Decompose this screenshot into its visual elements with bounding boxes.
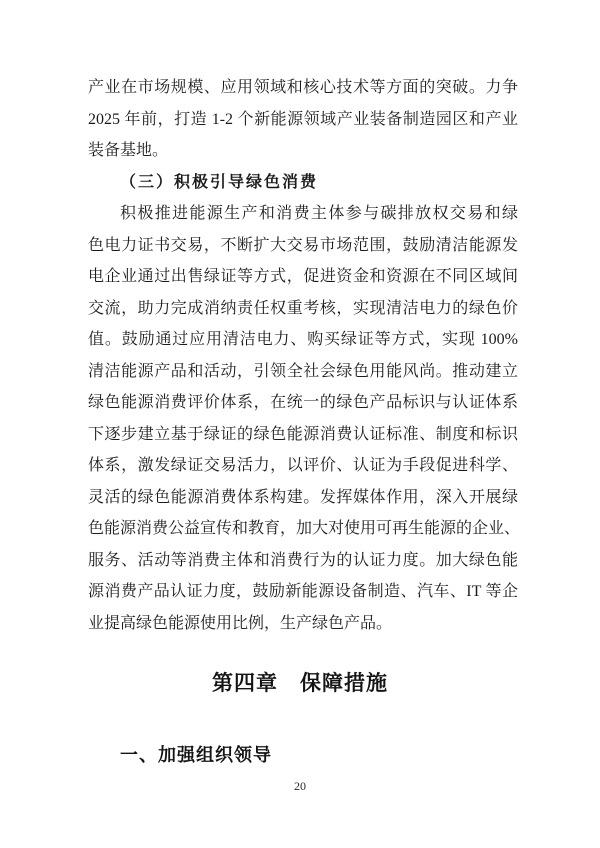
page-number: 20 <box>294 779 306 793</box>
text-line: 产业在市场规模、应用领域和核心技术等方面的突破。力争 <box>88 79 518 96</box>
text-line: 色能源消费公益宣传和教育，加大对使用可再生能源的企业、 <box>88 520 521 537</box>
text-line: 体系，激发绿证交易活力，以评价、认证为手段促进科学、 <box>88 457 518 474</box>
text-line: 绿色能源消费评价体系，在统一的绿色产品标识与认证体系 <box>88 394 518 411</box>
section-heading: 一、加强组织领导 <box>120 745 272 765</box>
text-line: 值。鼓励通过应用清洁电力、购买绿证等方式，实现 100% <box>88 331 518 348</box>
text-line: 色电力证书交易，不断扩大交易市场范围，鼓励清洁能源发 <box>88 236 518 254</box>
text-line: 装备基地。 <box>88 142 169 159</box>
text-line: 下逐步建立基于绿证的绿色能源消费认证标准、制度和标识 <box>88 425 518 443</box>
text-line: 电企业通过出售绿证等方式，促进资金和资源在不同区域间 <box>88 268 518 285</box>
text-line: 2025 年前，打造 1-2 个新能源领域产业装备制造园区和产业 <box>88 110 518 128</box>
chapter-heading: 第四章 保障措施 <box>212 672 388 695</box>
body-text <box>88 72 521 639</box>
subsection-heading: （三）积极引导绿色消费 <box>120 173 319 191</box>
text-line: 积极推进能源生产和消费主体参与碳排放权交易和绿 <box>120 205 518 222</box>
text-line: 服务、活动等消费主体和消费行为的认证力度。加大绿色能 <box>88 551 518 569</box>
text-line: 清洁能源产品和活动，引领全社会绿色用能风尚。推动建立 <box>88 362 518 380</box>
text-line: 源消费产品认证力度，鼓励新能源设备制造、汽车、IT 等企 <box>88 583 518 600</box>
text-line: 交流，助力完成消纳责任权重考核，实现清洁电力的绿色价 <box>88 299 518 317</box>
text-line: 业提高绿色能源使用比例，生产绿色产品。 <box>88 614 393 632</box>
text-line: 灵活的绿色能源消费体系构建。发挥媒体作用，深入开展绿 <box>88 488 518 506</box>
